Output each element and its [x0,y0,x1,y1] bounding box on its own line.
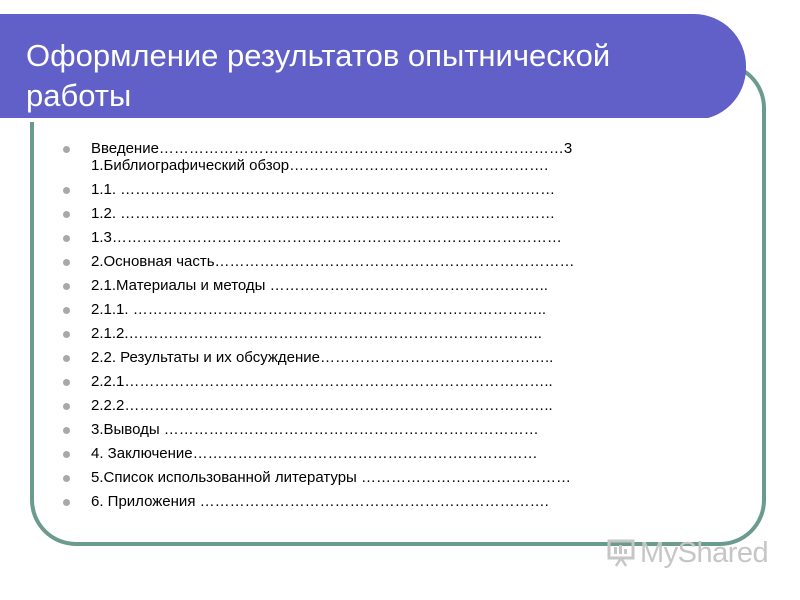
bullet-icon [63,499,70,506]
slide-title: Оформление результатов опытнической работы [26,38,611,113]
bullet-icon [63,146,70,153]
toc-item-text: 2.Основная часть……………………………………………………………… [91,253,575,270]
table-of-contents [60,140,750,510]
toc-item-text: 5.Список использованной литературы …………………………………… [91,469,572,486]
toc-item [60,469,750,486]
toc-item-text: Введение………………………………………………………………………3 [91,140,573,157]
watermark-text: MyShared [640,536,769,569]
toc-item [60,277,750,294]
toc-item-text: 1.3……………………………………………………………………………… [91,229,562,246]
toc-item-text: 2.2.2………………………………………………………………………….. [91,397,553,414]
toc-item-text: 3.Выводы ………………………………………………………………… [91,421,539,438]
toc-item [60,229,750,246]
toc-item [60,301,750,318]
toc-item [60,421,750,438]
toc-item-text: 4. Заключение…………………………………………………………… [91,445,538,462]
bullet-icon [63,211,70,218]
toc-item [60,493,750,510]
toc-item-text: 2.2.1………………………………………………………………………….. [91,373,553,390]
toc-item-text: 1.2. …………………………………………………………………………… [91,205,556,222]
toc-item-text: 2.1.1. ……………………………………………………………………….. [91,301,547,318]
bullet-icon [63,379,70,386]
bullet-icon [63,451,70,458]
toc-item-text: 1.1. …………………………………………………………………………… [91,181,556,198]
toc-item [60,349,750,366]
bullet-icon [63,259,70,266]
bullet-icon [63,187,70,194]
title-underline [0,118,708,122]
bullet-icon [63,331,70,338]
bullet-icon [63,307,70,314]
toc-item-text: 2.2. Результаты и их обсуждение……………………………………….. [91,349,554,366]
toc-item [60,181,750,198]
toc-item [60,445,750,462]
presentation-board-icon [606,538,636,568]
toc-item [60,140,750,174]
toc-item-text: 6. Приложения ……………………………………………………………. [91,493,549,510]
bullet-icon [63,283,70,290]
toc-item [60,373,750,390]
bullet-icon [63,403,70,410]
toc-item [60,253,750,270]
bullet-icon [63,475,70,482]
toc-item [60,205,750,222]
bullet-icon [63,427,70,434]
title-band [0,14,746,120]
toc-item [60,325,750,342]
bullet-icon [63,355,70,362]
toc-item-text: 2.1.Материалы и методы ……………………………………………….. [91,277,548,294]
toc-item-continuation: 1.Библиографический обзор……………………………………………. [91,157,549,174]
toc-item [60,397,750,414]
toc-item-text: 2.1.2.……………………………………………………………………….. [91,325,542,342]
bullet-icon [63,235,70,242]
watermark [606,536,768,570]
